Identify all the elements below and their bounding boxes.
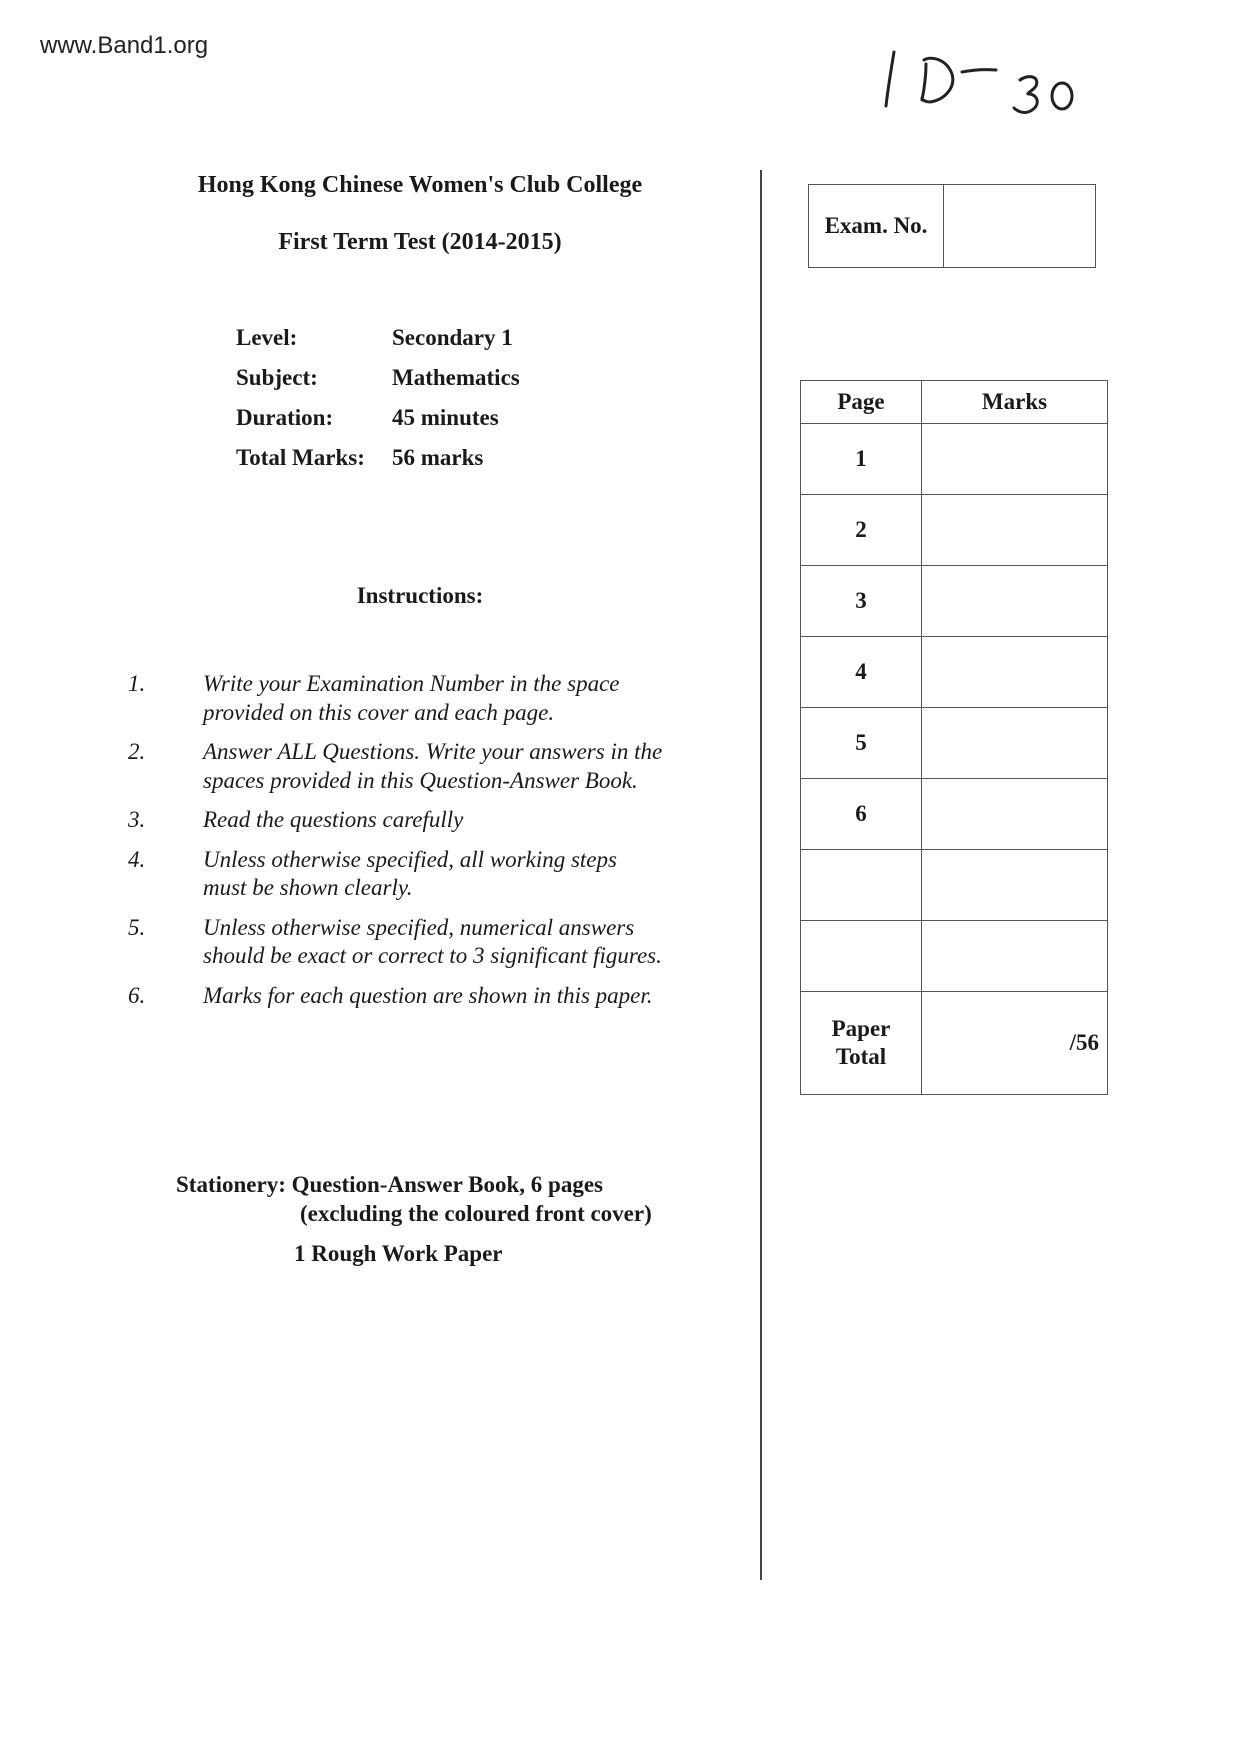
item-text: Marks for each question are shown in this paper. [203, 982, 653, 1008]
info-label: Subject: [236, 365, 318, 390]
paper-total-row [801, 992, 1108, 1095]
item-number: 4. [128, 846, 146, 872]
marks-cell[interactable] [922, 424, 1108, 495]
test-title: First Term Test (2014-2015) [278, 229, 562, 255]
item-text: Write your Examination Number in the space provided on this cover and each page. [203, 671, 620, 725]
page-number-cell: 6 [801, 779, 922, 850]
marks-cell[interactable] [922, 495, 1108, 566]
school-name: Hong Kong Chinese Women's Club College [197, 172, 643, 198]
marks-cell[interactable] [922, 637, 1108, 708]
table-row [801, 850, 1108, 921]
info-label: Total Marks: [236, 445, 365, 470]
item-number: 3. [128, 807, 146, 832]
marks-table [800, 380, 1108, 1095]
page-number-cell: 3 [801, 566, 922, 637]
marks-cell[interactable] [922, 779, 1108, 850]
marks-cell[interactable] [922, 921, 1108, 992]
stationery-block [176, 1170, 652, 1268]
paper-total-label-line: Paper [831, 1016, 891, 1041]
info-row-total-marks [236, 438, 520, 478]
info-value: Secondary 1 [392, 325, 513, 350]
exam-number-label: Exam. No. [809, 185, 944, 267]
instructions-heading: Instructions: [356, 583, 484, 608]
item-text: Answer ALL Questions. Write your answers in the spaces provided in this Question-Answer Book. [203, 739, 663, 793]
marks-cell[interactable] [922, 566, 1108, 637]
item-text: Unless otherwise specified, all working steps must be shown clearly. [203, 846, 617, 900]
list-item [128, 914, 688, 971]
info-label: Duration: [236, 405, 334, 430]
marks-cell[interactable] [922, 708, 1108, 779]
list-item [128, 982, 688, 1011]
item-number: 2. [128, 739, 146, 764]
table-row [801, 637, 1108, 708]
handwritten-score-note [872, 44, 1102, 124]
stationery-line: 1 Rough Work Paper [294, 1241, 503, 1266]
stationery-line: (excluding the coloured front cover) [300, 1201, 652, 1226]
paper-total-label [801, 992, 922, 1095]
exam-info-table [236, 318, 520, 478]
watermark-text: www.Band1.org [40, 32, 209, 59]
page-number-cell: 4 [801, 637, 922, 708]
info-value: 45 minutes [392, 405, 499, 430]
item-number: 1. [128, 671, 146, 696]
exam-number-field[interactable] [944, 185, 1095, 267]
table-row [801, 424, 1108, 495]
stationery-line: Stationery: Question-Answer Book, 6 pages [176, 1172, 604, 1197]
list-item [128, 806, 688, 835]
item-number: 6. [128, 982, 146, 1008]
info-row-duration [236, 398, 520, 438]
info-row-level [236, 318, 520, 358]
info-value: Mathematics [392, 365, 520, 390]
info-label: Level: [236, 325, 298, 350]
page-number-cell [801, 850, 922, 921]
paper-total-label-line: Total [835, 1044, 887, 1069]
column-header-marks: Marks [922, 381, 1108, 424]
page-divider [760, 170, 762, 1580]
list-item [128, 846, 688, 903]
info-row-subject [236, 358, 520, 398]
item-number: 5. [128, 914, 146, 940]
table-header-row [801, 381, 1108, 424]
exam-number-box [808, 184, 1096, 268]
page-number-cell: 5 [801, 708, 922, 779]
info-value: 56 marks [392, 445, 484, 470]
instructions-list [128, 670, 688, 1021]
marks-cell[interactable] [922, 850, 1108, 921]
table-row [801, 495, 1108, 566]
paper-total-value[interactable]: /56 [922, 992, 1108, 1095]
table-row [801, 921, 1108, 992]
item-text: Read the questions carefully [203, 807, 464, 832]
table-row [801, 708, 1108, 779]
table-row [801, 566, 1108, 637]
table-row [801, 779, 1108, 850]
page-number-cell [801, 921, 922, 992]
column-header-page: Page [801, 381, 922, 424]
page-number-cell: 2 [801, 495, 922, 566]
page-number-cell: 1 [801, 424, 922, 495]
item-text: Unless otherwise specified, numerical answers should be exact or correct to 3 significant figures. [203, 914, 662, 968]
list-item [128, 670, 688, 727]
list-item [128, 738, 688, 795]
